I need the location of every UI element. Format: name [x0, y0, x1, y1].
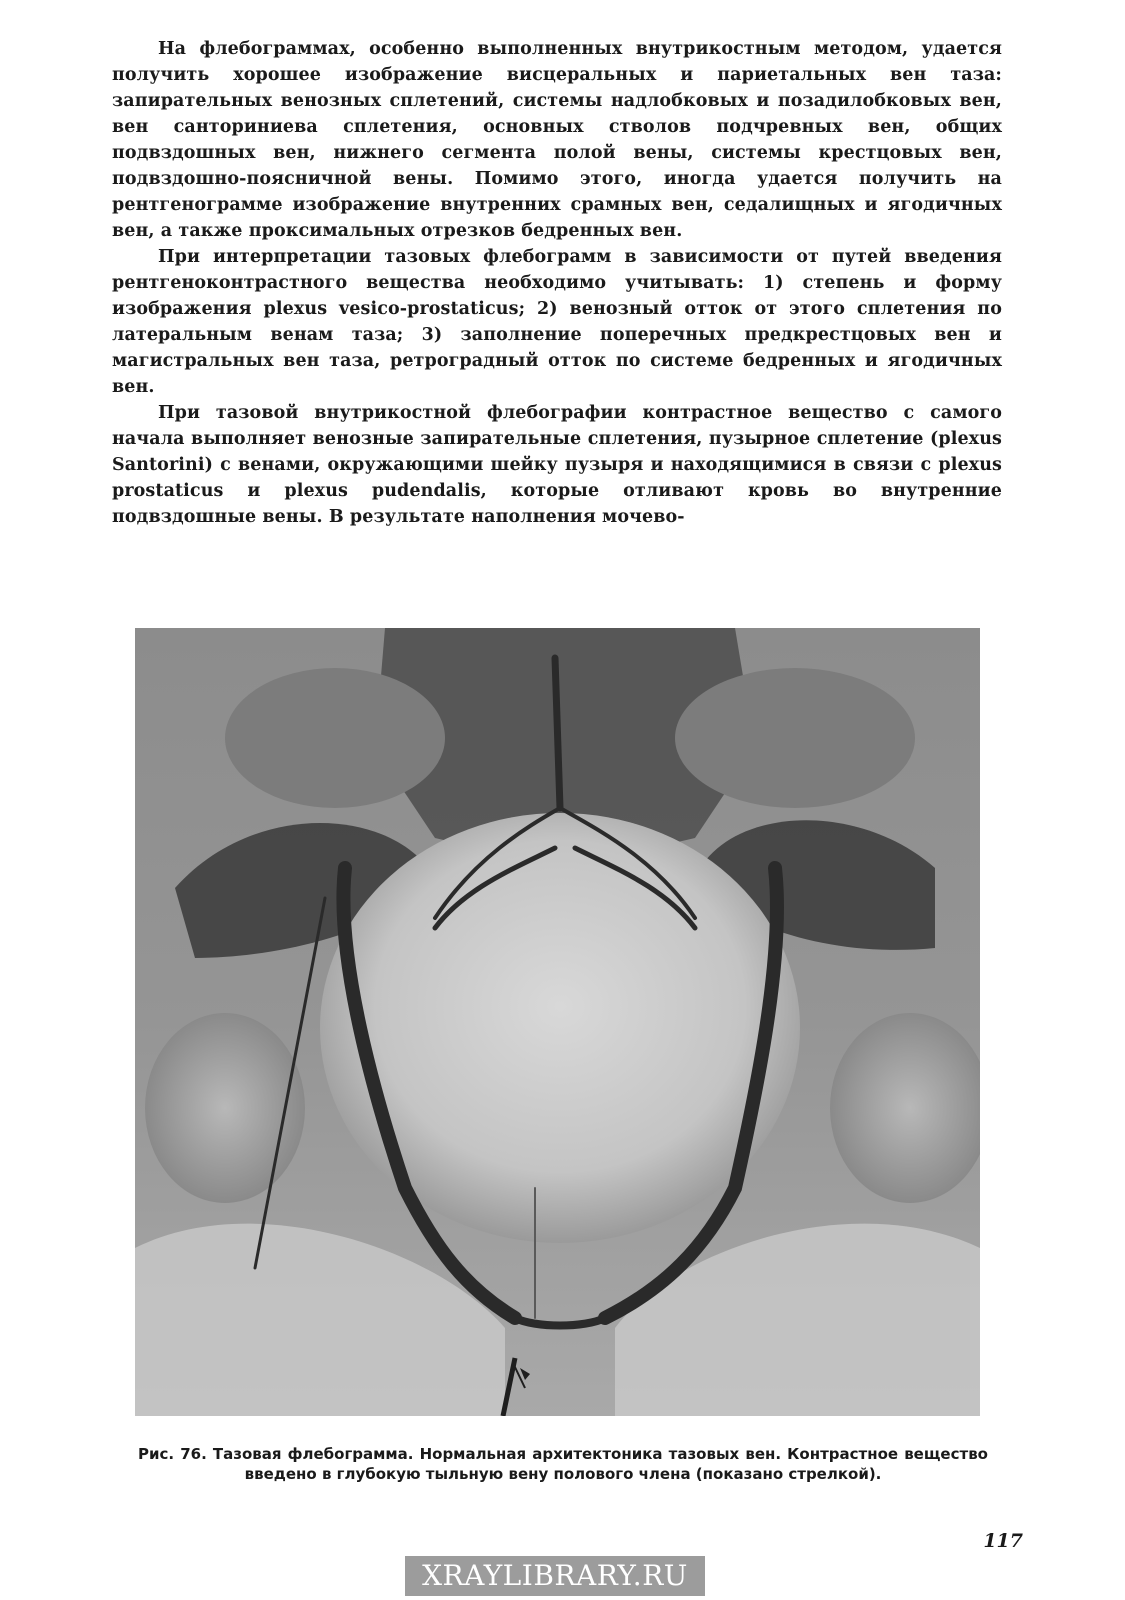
page-number: 117 [983, 1530, 1023, 1552]
figure-caption: Рис. 76. Тазовая флебограмма. Нормальная архитектоника тазовых вен. Контрастное вещество введено в глубокую тыльную вену полового члена (показано стрелкой). [138, 1445, 988, 1483]
watermark: XRAYLIBRARY.RU [405, 1556, 705, 1596]
pelvic-phlebogram-image [135, 628, 980, 1416]
paragraph-3: При тазовой внутрикостной флебографии контрастное вещество с самого начала выполняет венозные запирательные сплетения, пузырное сплетение (plexus Santorini) с венами, окружающими шейку пузыря и находящимися в связи с plexus prostaticus и plexus pudendalis, которые отливают кровь во внутренние подвздошные вены. В результате наполнения мочево- [112, 403, 1002, 527]
paragraph-2: При интерпретации тазовых флебограмм в зависимости от путей введения рентгеноконтрастного вещества необходимо учитывать: 1) степень и форму изображения plexus vesico-prostaticus; 2) венозный отток от этого сплетения по латеральным венам таза; 3) заполнение поперечных предкрестцовых вен и магистральных вен таза, ретроградный отток по системе бедренных и ягодичных вен. [112, 247, 1002, 397]
paragraph-1: На флебограммах, особенно выполненных внутрикостным методом, удается получить хорошее изображение висцеральных и париетальных вен таза: запирательных венозных сплетений, системы надлобковых и позадилобковых вен, вен санториниева сплетения, основных стволов подчревных вен, общих подвздошных вен, нижнего сегмента полой вены, системы крестцовых вен, подвздошно-поясничной вены. Помимо этого, иногда удается получить на рентгенограмме изображение внутренних срамных вен, седалищных и ягодичных вен, а также проксимальных отрезков бедренных вен. [112, 39, 1002, 241]
phlebogram-figure [135, 628, 980, 1416]
body-text [112, 36, 1002, 530]
